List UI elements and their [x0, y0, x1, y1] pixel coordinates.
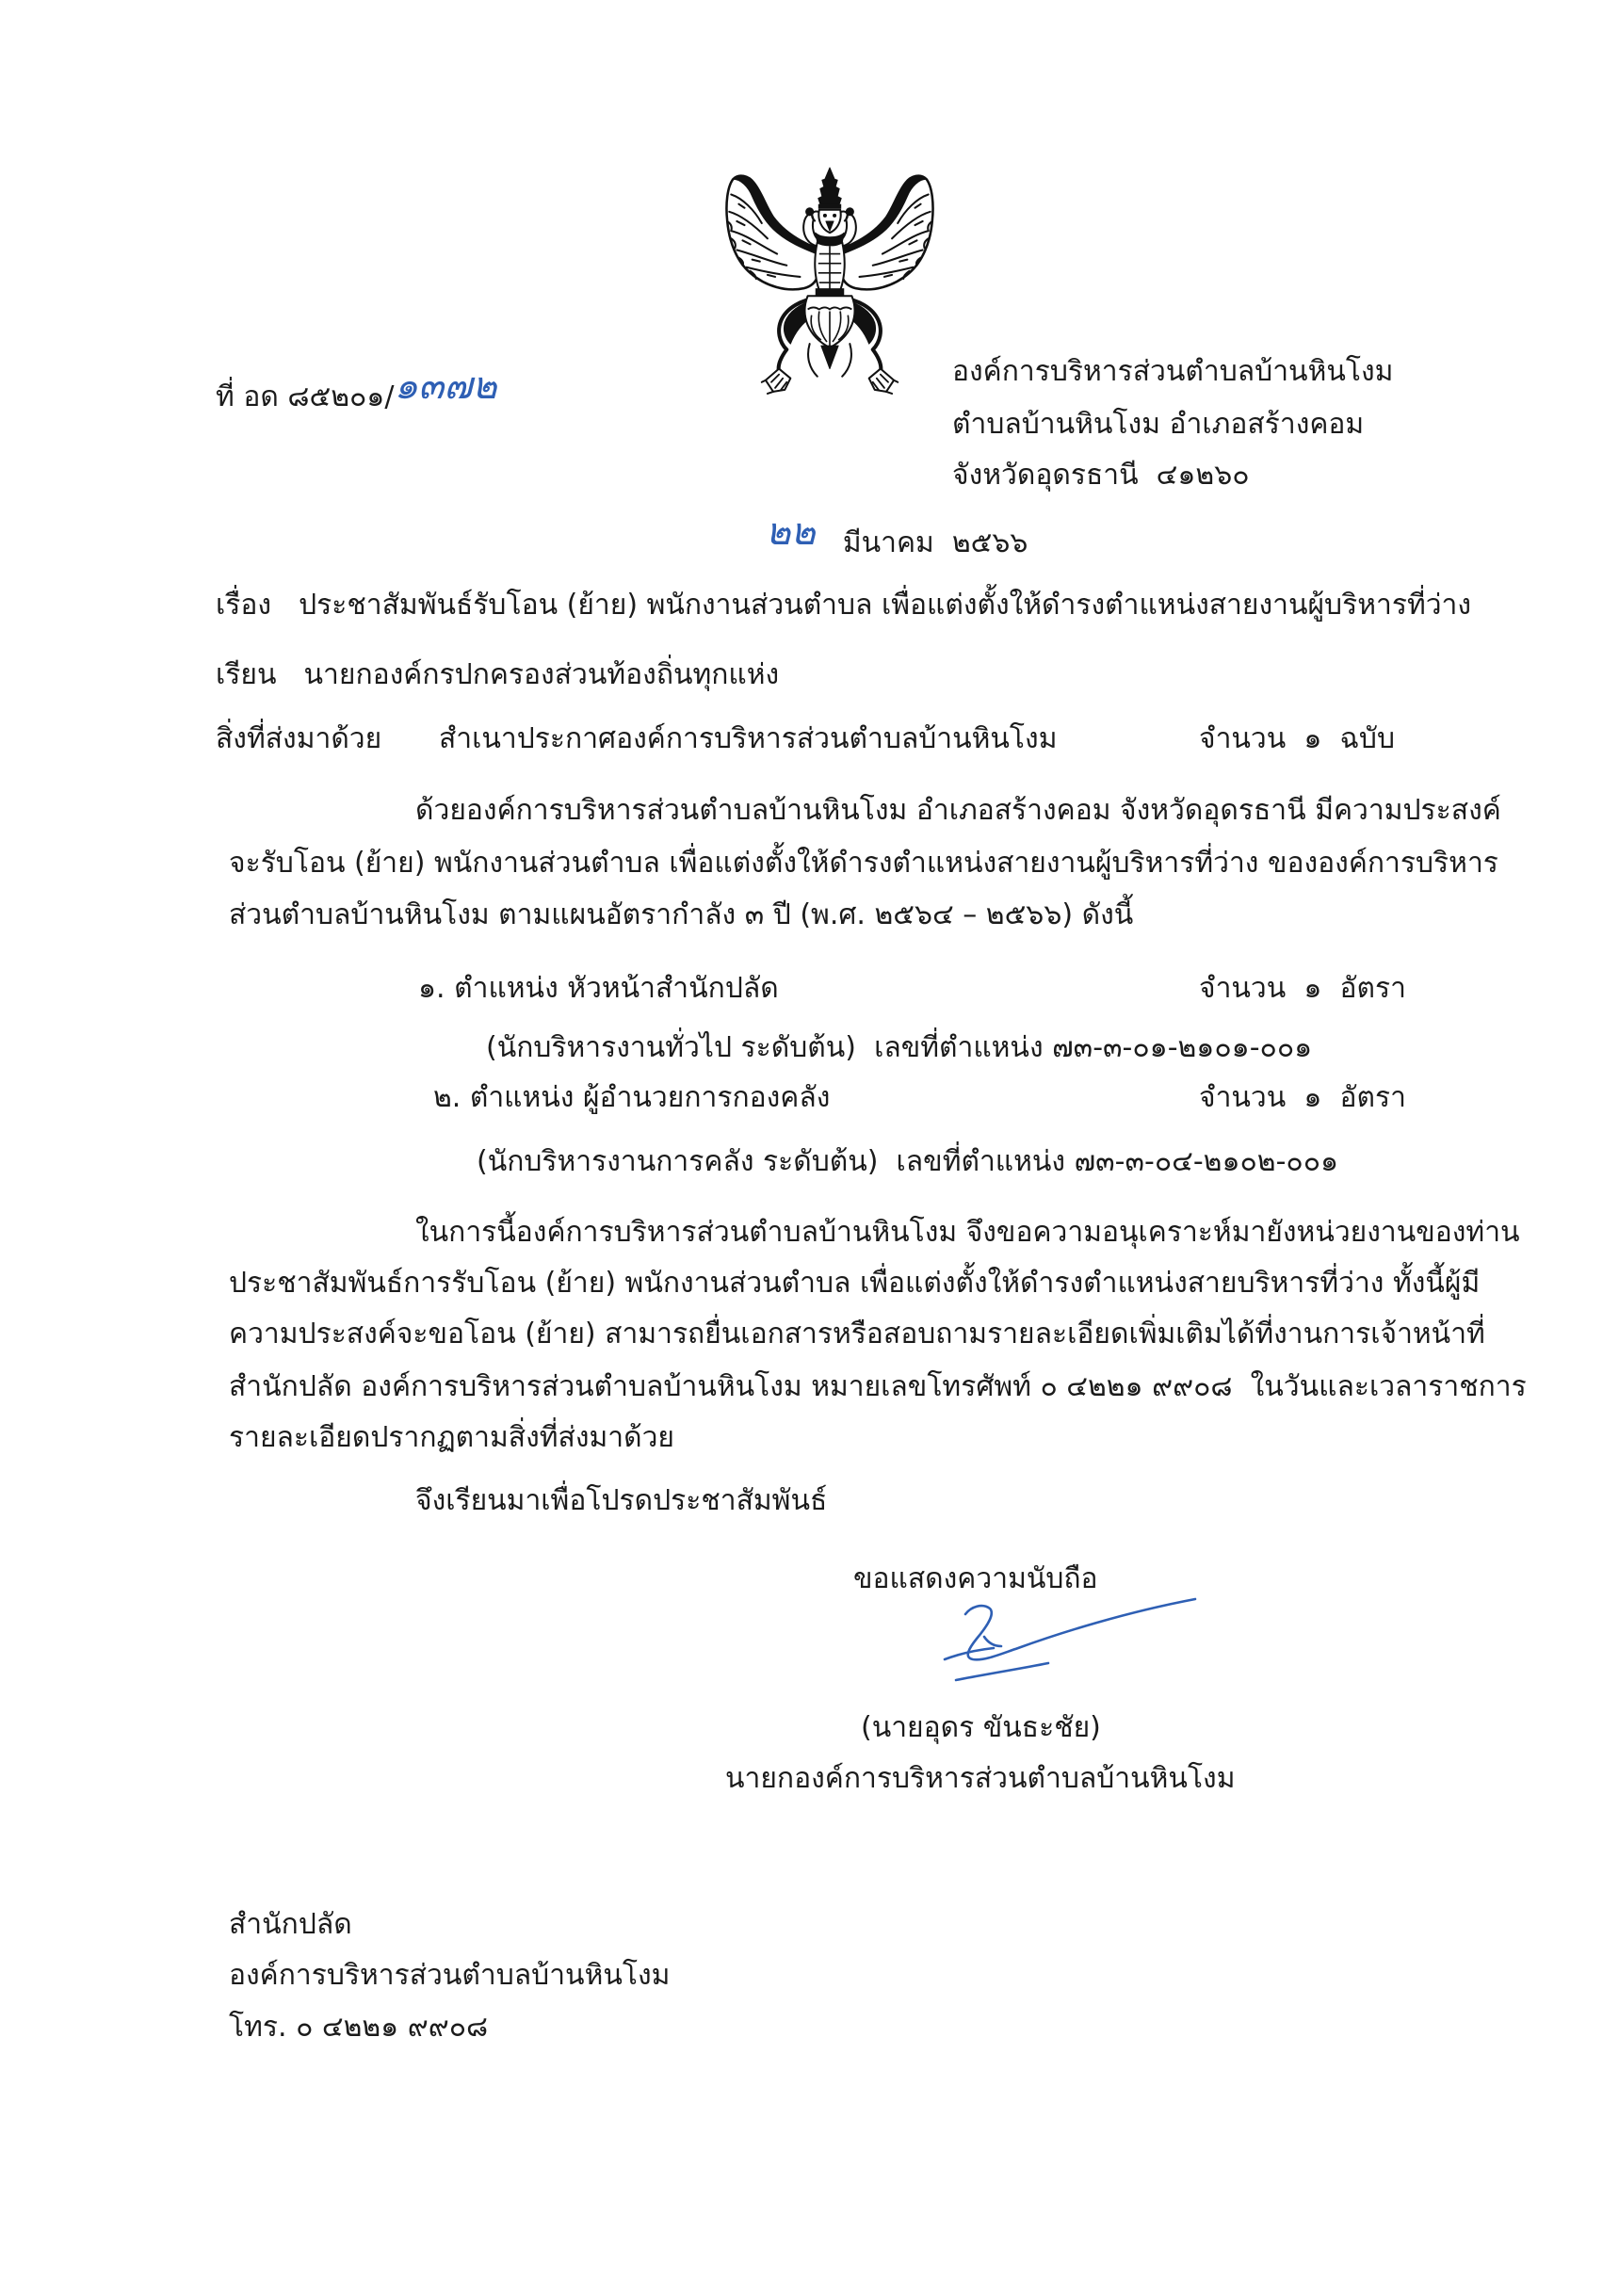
recipient-label: เรียน	[216, 658, 277, 691]
signer-name: (นายอุดร ขันธะชัย)	[861, 1711, 1101, 1744]
date-line	[766, 510, 1331, 563]
paragraph-1-line-1: ด้วยองค์การบริหารส่วนตำบลบ้านหินโงม อำเภอสร้างคอม จังหวัดอุดรธานี มีความประสงค์	[415, 794, 1501, 827]
date-month-year: มีนาคม ๒๕๖๖	[842, 526, 1028, 559]
footer-organization: องค์การบริหารส่วนตำบลบ้านหินโงม	[229, 1959, 671, 1992]
garuda-emblem	[723, 166, 936, 396]
sender-address-line-2: ตำบลบ้านหินโงม อำเภอสร้างคอม	[952, 408, 1365, 441]
garuda-right-half	[840, 176, 932, 394]
position-2-quantity: จำนวน ๑ อัตรา	[1199, 1081, 1406, 1114]
reference-number: อด ๘๕๒๐๑/	[243, 380, 395, 413]
paragraph-2-line-2: ประชาสัมพันธ์การรับโอน (ย้าย) พนักงานส่วนตำบล เพื่อแต่งตั้งให้ดำรงตำแหน่งสายบริหารที่ว่าง ทั้งนี้ผู้มี	[229, 1267, 1481, 1300]
recipient-line	[216, 652, 1158, 699]
footer-phone: โทร. ๐ ๔๒๒๑ ๙๙๐๘	[229, 2011, 489, 2044]
date-day-handwritten: ๒๒	[766, 510, 816, 554]
recipient-text: นายกองค์กรปกครองส่วนท้องถิ่นทุกแห่ง	[303, 658, 780, 691]
subject-line	[216, 582, 1591, 629]
paragraph-2-line-1: ในการนี้องค์การบริหารส่วนตำบลบ้านหินโงม จึงขอความอนุเคราะห์มายังหน่วยงานของท่าน	[415, 1216, 1520, 1249]
footer-department: สำนักปลัด	[229, 1908, 352, 1941]
paragraph-2-line-3: ความประสงค์จะขอโอน (ย้าย) สามารถยื่นเอกสารหรือสอบถามรายละเอียดเพิ่มเติมได้ที่งานการเจ้าหน้าที่	[229, 1318, 1485, 1350]
subject-text: ประชาสัมพันธ์รับโอน (ย้าย) พนักงานส่วนตำบล เพื่อแต่งตั้งให้ดำรงตำแหน่งสายงานผู้บริหารที่ว่าง	[299, 589, 1472, 622]
reference-label: ที่	[216, 380, 235, 413]
paragraph-2-line-5: รายละเอียดปรากฏตามสิ่งที่ส่งมาด้วย	[229, 1421, 674, 1454]
paragraph-1-line-3: ส่วนตำบลบ้านหินโงม ตามแผนอัตรากำลัง ๓ ปี (พ.ศ. ๒๕๖๔ – ๒๕๖๖) ดังนี้	[229, 898, 1134, 931]
paragraph-2-line-4: สำนักปลัด องค์การบริหารส่วนตำบลบ้านหินโงม หมายเลขโทรศัพท์ ๐ ๔๒๒๑ ๙๙๐๘ ในวันและเวลาราชการ	[229, 1370, 1527, 1403]
enclosure-quantity: จำนวน ๑ ฉบับ	[1199, 722, 1395, 755]
reference-number-handwritten: ๑๓๗๒	[394, 364, 497, 408]
paragraph-3: จึงเรียนมาเพื่อโปรดประชาสัมพันธ์	[415, 1484, 828, 1517]
subject-label: เรื่อง	[216, 589, 272, 622]
signer-title: นายกองค์การบริหารส่วนตำบลบ้านหินโงม	[725, 1762, 1236, 1795]
closing-salutation: ขอแสดงความนับถือ	[853, 1562, 1098, 1595]
signature	[928, 1593, 1201, 1688]
position-2-detail: (นักบริหารงานการคลัง ระดับต้น) เลขที่ตำแหน่ง ๗๓-๓-๐๔-๒๑๐๒-๐๐๑	[477, 1145, 1339, 1178]
position-1-title: ๑. ตำแหน่ง หัวหน้าสำนักปลัด	[418, 972, 779, 1005]
reference-line	[216, 364, 743, 417]
sender-address-line-3: จังหวัดอุดรธานี ๔๑๒๖๐	[952, 459, 1250, 492]
paragraph-1-line-2: จะรับโอน (ย้าย) พนักงานส่วนตำบล เพื่อแต่งตั้งให้ดำรงตำแหน่งสายงานผู้บริหารที่ว่าง ขององค์การบริหาร	[229, 847, 1498, 880]
position-1-detail: (นักบริหารงานทั่วไป ระดับต้น) เลขที่ตำแหน่ง ๗๓-๓-๐๑-๒๑๐๑-๐๐๑	[486, 1031, 1313, 1064]
garuda-left-half	[726, 176, 818, 394]
sender-address-line-1: องค์การบริหารส่วนตำบลบ้านหินโงม	[952, 355, 1394, 388]
position-1-quantity: จำนวน ๑ อัตรา	[1199, 972, 1406, 1005]
position-2-title: ๒. ตำแหน่ง ผู้อำนวยการกองคลัง	[433, 1081, 831, 1114]
enclosure-label: สิ่งที่ส่งมาด้วย	[216, 722, 382, 755]
enclosure-text: สำเนาประกาศองค์การบริหารส่วนตำบลบ้านหินโงม	[439, 722, 1058, 755]
